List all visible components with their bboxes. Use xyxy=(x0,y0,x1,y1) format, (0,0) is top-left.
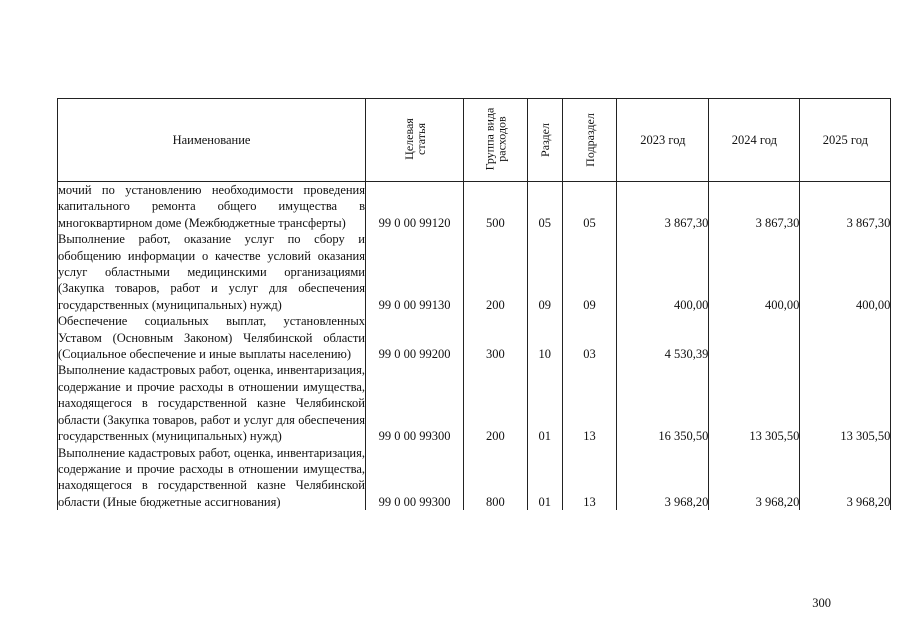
row-subsection: 05 xyxy=(562,182,617,232)
row-2023: 3 968,20 xyxy=(617,445,709,511)
row-2025: 13 305,50 xyxy=(800,362,891,444)
row-name: Выполнение кадастровых работ, оценка, инвентаризация, содержание и прочие расходы в отношении имущества, находящегося в государственной казне Челябинской области (Иные бюджетные ассигнования) xyxy=(58,445,365,509)
row-name: Выполнение работ, оказание услуг по сбору и обобщению информации о качестве условий оказания услуг областными медицинскими организациями (Закупка товаров, работ и услуг для обеспечения государственных (муниципальных) нужд) xyxy=(58,232,365,312)
row-target: 99 0 00 99200 xyxy=(366,313,464,362)
row-section: 05 xyxy=(527,182,562,232)
header-2024: 2024 год xyxy=(709,99,800,182)
row-target: 99 0 00 99300 xyxy=(366,445,464,511)
row-2024 xyxy=(709,313,800,362)
header-2025: 2025 год xyxy=(800,99,891,182)
header-name: Наименование xyxy=(58,99,366,182)
header-group: Группа вида расходов xyxy=(464,99,528,182)
row-2024: 400,00 xyxy=(709,231,800,313)
row-target: 99 0 00 99130 xyxy=(366,231,464,313)
table-row xyxy=(58,231,891,313)
row-group: 300 xyxy=(464,313,528,362)
header-target: Целевая статья xyxy=(366,99,464,182)
row-section: 01 xyxy=(527,445,562,511)
table-row xyxy=(58,313,891,362)
row-group: 800 xyxy=(464,445,528,511)
row-2024: 13 305,50 xyxy=(709,362,800,444)
row-group: 200 xyxy=(464,362,528,444)
row-section: 09 xyxy=(527,231,562,313)
row-group: 200 xyxy=(464,231,528,313)
row-2024: 3 968,20 xyxy=(709,445,800,511)
row-2023: 16 350,50 xyxy=(617,362,709,444)
row-target: 99 0 00 99120 xyxy=(366,182,464,232)
row-name: мочий по установлению необходимости проведения капитального ремонта общего имущества в многоквартирном доме (Межбюджетные трансферты) xyxy=(58,183,365,230)
row-subsection: 13 xyxy=(562,362,617,444)
table-row xyxy=(58,182,891,232)
row-2025: 3 968,20 xyxy=(800,445,891,511)
row-2025: 400,00 xyxy=(800,231,891,313)
row-section: 10 xyxy=(527,313,562,362)
row-2023: 3 867,30 xyxy=(617,182,709,232)
row-2024: 3 867,30 xyxy=(709,182,800,232)
budget-table xyxy=(57,98,891,510)
row-target: 99 0 00 99300 xyxy=(366,362,464,444)
header-2023: 2023 год xyxy=(617,99,709,182)
row-section: 01 xyxy=(527,362,562,444)
row-2023: 400,00 xyxy=(617,231,709,313)
header-subsection: Подраздел xyxy=(562,99,617,182)
table-row xyxy=(58,362,891,444)
row-name: Обеспечение социальных выплат, установленных Уставом (Основным Законом) Челябинской области (Социальное обеспечение и иные выплаты населению) xyxy=(58,314,365,362)
row-2025 xyxy=(800,313,891,362)
row-group: 500 xyxy=(464,182,528,232)
page-number: 300 xyxy=(812,596,831,610)
row-2025: 3 867,30 xyxy=(800,182,891,232)
row-subsection: 09 xyxy=(562,231,617,313)
table-row xyxy=(58,445,891,511)
header-section: Раздел xyxy=(527,99,562,182)
row-2023: 4 530,39 xyxy=(617,313,709,362)
row-name: Выполнение кадастровых работ, оценка, инвентаризация, содержание и прочие расходы в отношении имущества, находящегося в государственной казне Челябинской области (Закупка товаров, работ и услуг для обеспечения государственных (муниципальных) нужд) xyxy=(58,363,365,444)
header-row xyxy=(58,99,891,182)
row-subsection: 03 xyxy=(562,313,617,362)
row-subsection: 13 xyxy=(562,445,617,511)
